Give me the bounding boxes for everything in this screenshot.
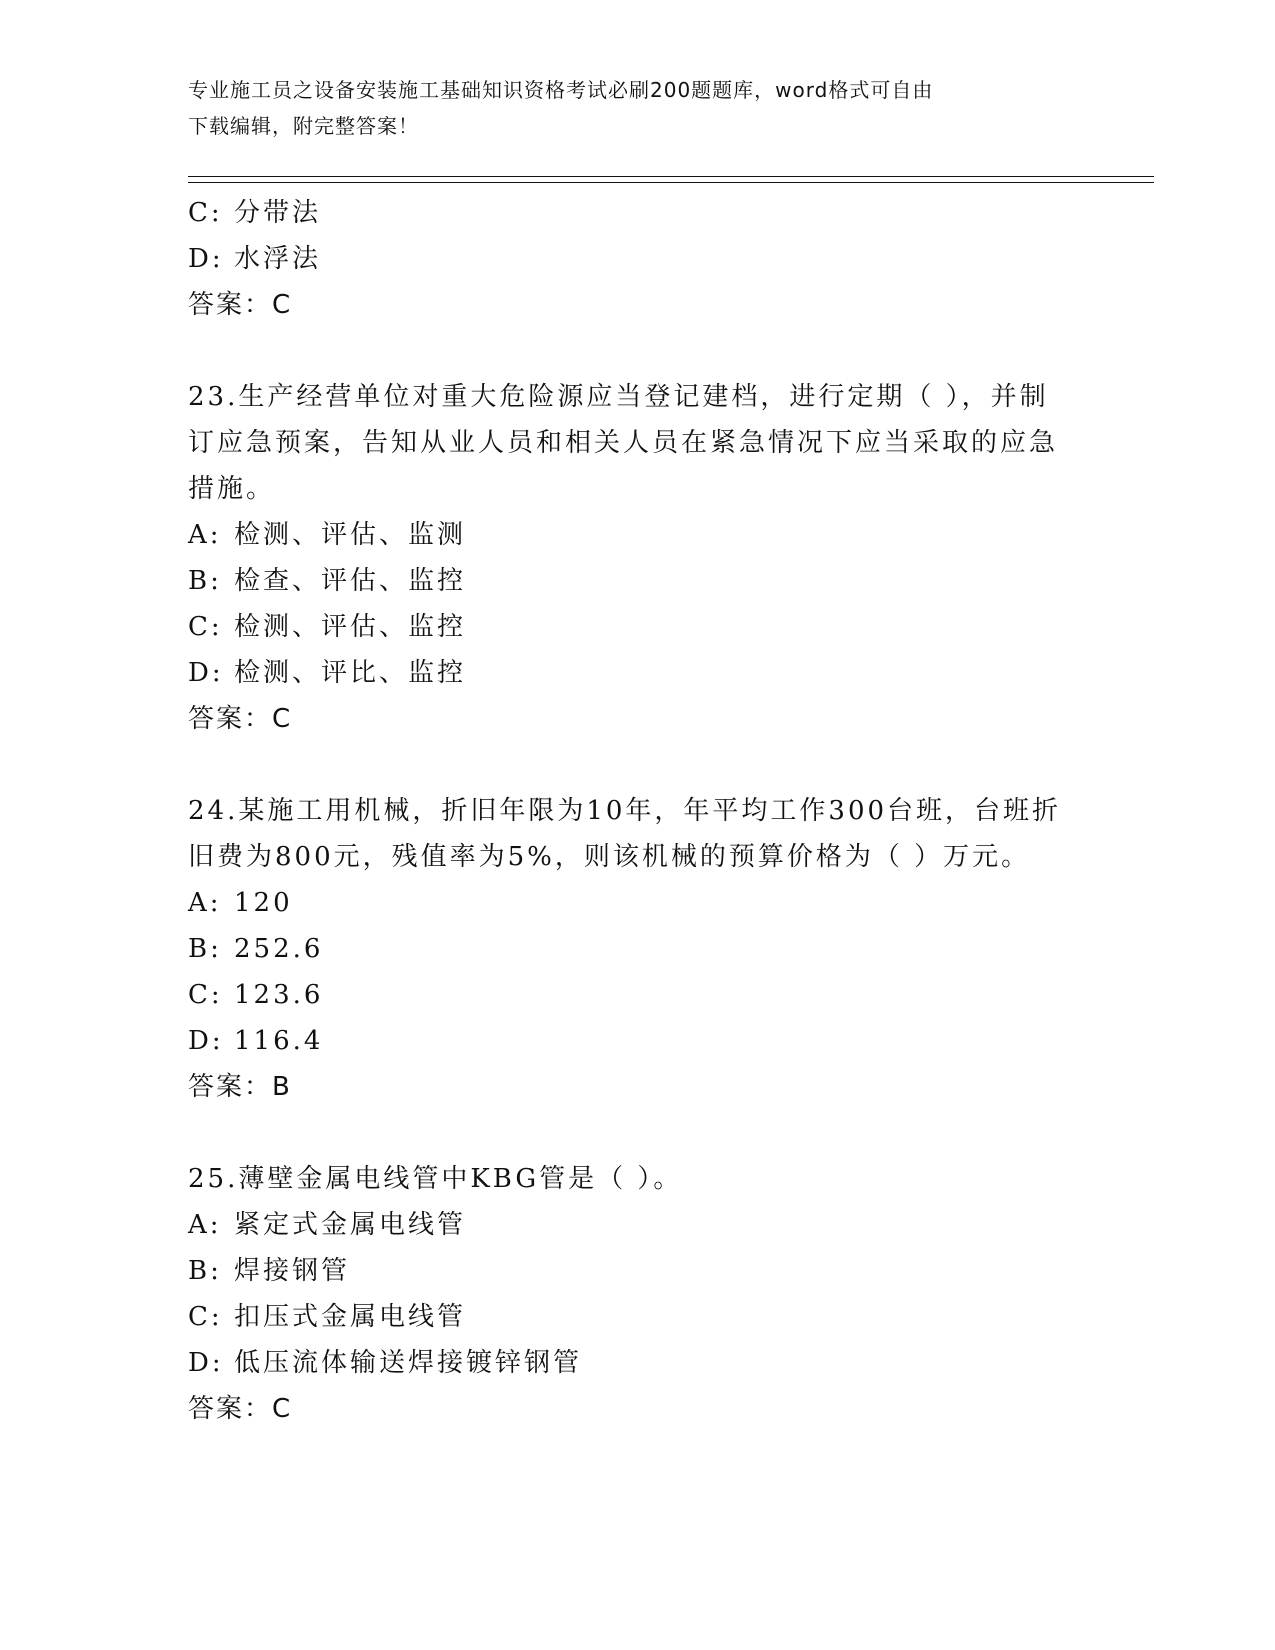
answer-line: 答案：B (188, 1072, 292, 1102)
stem-line: 措施。 (188, 474, 276, 504)
option-row (188, 972, 1088, 1018)
spacer (188, 328, 1088, 374)
option-text: 120 (234, 888, 293, 918)
header-divider-bottom (188, 182, 1154, 183)
stem-line: 25.薄壁金属电线管中KBG管是（ ）。 (188, 1164, 683, 1194)
answer-line: 答案：C (188, 704, 293, 734)
question-stem (188, 374, 1088, 512)
option-text: 检测、评比、监控 (234, 658, 467, 688)
option-key: D: (188, 1026, 224, 1056)
spacer (188, 1110, 1088, 1156)
option-row (188, 926, 1088, 972)
option-text: 焊接钢管 (234, 1256, 351, 1286)
option-row (188, 1294, 1088, 1340)
option-text: 紧定式金属电线管 (234, 1210, 467, 1240)
answer-line: 答案：C (188, 1394, 293, 1424)
option-text: 分带法 (234, 198, 322, 228)
stem-line: 旧费为800元，残值率为5%，则该机械的预算价格为（ ）万元。 (188, 842, 1031, 872)
spacer (188, 742, 1088, 788)
stem-line: 23.生产经营单位对重大危险源应当登记建档，进行定期（ ），并制 (188, 382, 1049, 412)
document-header (188, 72, 1088, 144)
option-row (188, 1202, 1088, 1248)
option-text: 116.4 (234, 1026, 324, 1056)
question-23 (188, 374, 1088, 742)
option-key: D: (188, 1348, 224, 1378)
option-text: 252.6 (234, 934, 324, 964)
option-row (188, 558, 1088, 604)
option-key: A: (188, 888, 222, 918)
option-key: D: (188, 244, 224, 274)
option-key: B: (188, 1256, 222, 1286)
question-content (188, 190, 1088, 1432)
option-row (188, 512, 1088, 558)
option-key: D: (188, 658, 224, 688)
option-key: A: (188, 520, 222, 550)
option-key: B: (188, 566, 222, 596)
prev-question (188, 190, 1088, 328)
option-row (188, 650, 1088, 696)
header-line-2: 下载编辑，附完整答案！ (188, 114, 419, 138)
stem-line: 订应急预案，告知从业人员和相关人员在紧急情况下应当采取的应急 (188, 428, 1059, 458)
option-row (188, 190, 1088, 236)
question-25 (188, 1156, 1088, 1432)
stem-line: 24.某施工用机械，折旧年限为10年，年平均工作300台班，台班折 (188, 796, 1062, 826)
header-divider-top (188, 176, 1154, 177)
option-row (188, 236, 1088, 282)
option-key: C: (188, 612, 223, 642)
option-row (188, 880, 1088, 926)
option-key: C: (188, 1302, 223, 1332)
option-text: 检查、评估、监控 (234, 566, 467, 596)
header-line-1: 专业施工员之设备安装施工基础知识资格考试必刷200题题库，word格式可自由 (188, 78, 934, 102)
option-row (188, 1018, 1088, 1064)
question-24 (188, 788, 1088, 1110)
option-key: A: (188, 1210, 222, 1240)
option-row (188, 1248, 1088, 1294)
option-text: 水浮法 (234, 244, 322, 274)
option-key: B: (188, 934, 222, 964)
option-text: 123.6 (234, 980, 324, 1010)
option-text: 检测、评估、监测 (234, 520, 467, 550)
option-key: C: (188, 198, 223, 228)
question-stem (188, 1156, 1088, 1202)
option-key: C: (188, 980, 223, 1010)
option-text: 低压流体输送焊接镀锌钢管 (234, 1348, 583, 1378)
option-row (188, 604, 1088, 650)
option-row (188, 1340, 1088, 1386)
option-text: 扣压式金属电线管 (234, 1302, 467, 1332)
option-text: 检测、评估、监控 (234, 612, 467, 642)
question-stem (188, 788, 1088, 880)
answer-line: 答案：C (188, 290, 293, 320)
